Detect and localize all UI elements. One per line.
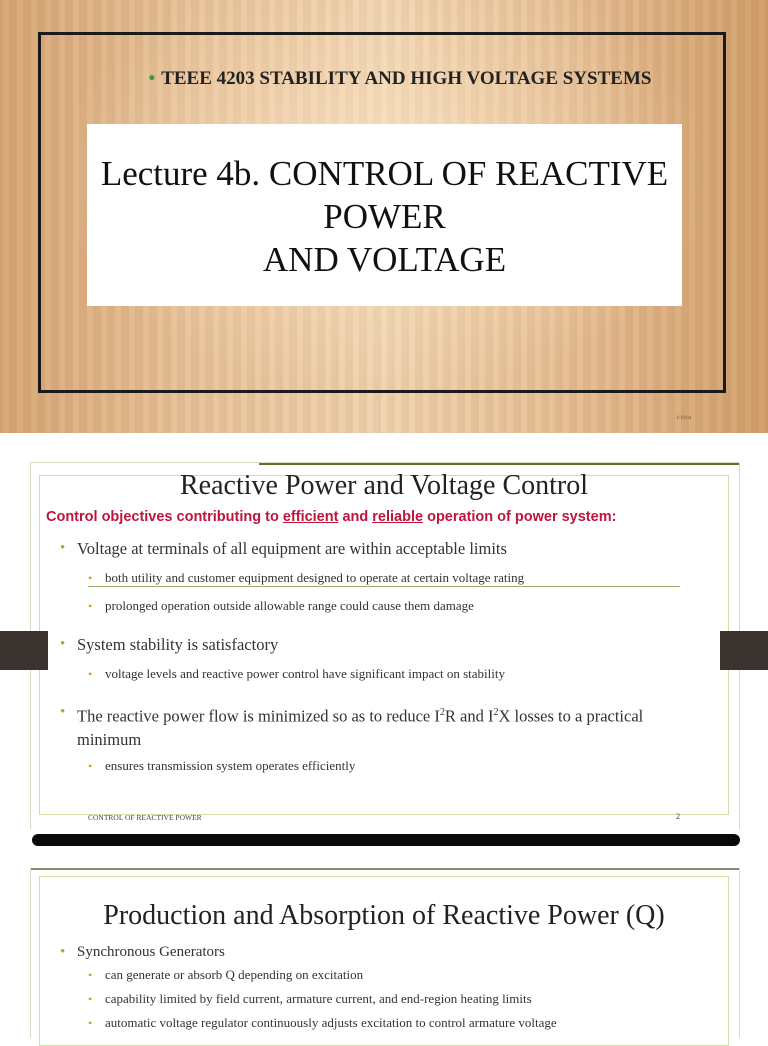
slide-date: 1/19/n4: [676, 416, 692, 421]
text-part: R and I: [444, 706, 494, 726]
lecture-title-line2: POWER: [323, 197, 446, 236]
slide-2-subtitle: [46, 509, 616, 525]
bullet-text: [77, 701, 657, 751]
slide-top-rule: [31, 868, 739, 870]
sub-bullet-text: automatic voltage regulator continuously adjusts excitation to control armature voltage: [105, 1015, 557, 1030]
lecture-title-box: [87, 124, 682, 306]
sub-bullet-icon: •: [88, 599, 93, 613]
left-side-block: [0, 631, 48, 670]
superscript: 2: [439, 707, 445, 718]
subtitle-reliable: reliable: [372, 509, 424, 525]
bullet-text: Synchronous Generators: [77, 944, 225, 960]
subtitle-text: operation of power system:: [423, 509, 617, 525]
course-title: TEEE 4203 STABILITY AND HIGH VOLTAGE SYSTEMS: [161, 68, 652, 89]
sub-bullet-icon: •: [88, 992, 93, 1006]
bullet-icon: •: [60, 636, 66, 652]
sub-bullet-text: voltage levels and reactive power control have significant impact on stability: [105, 666, 505, 681]
sub-bullet-text: capability limited by field current, armature current, and end-region heating limits: [105, 991, 532, 1006]
page-number: 2: [676, 812, 680, 821]
bullet-text: System stability is satisfactory: [77, 635, 279, 654]
bullet-text: Voltage at terminals of all equipment are within acceptable limits: [77, 539, 507, 558]
subtitle-efficient: efficient: [282, 509, 339, 525]
subtitle-text: Control objectives contributing to: [46, 509, 283, 525]
slide-separator: [32, 834, 740, 846]
superscript: 2: [493, 707, 499, 718]
sub-bullet-text: both utility and customer equipment designed to operate at certain voltage rating: [105, 570, 525, 585]
sub-bullet-text: can generate or absorb Q depending on excitation: [105, 967, 364, 982]
bullet-icon: •: [60, 540, 66, 556]
text-part: The reactive power flow is minimized so as to reduce I: [77, 706, 440, 726]
lecture-title-line3: AND VOLTAGE: [262, 240, 507, 279]
subtitle-text: and: [338, 509, 373, 525]
bullet-icon: •: [60, 944, 66, 960]
sub-bullet-icon: •: [88, 968, 93, 982]
slide-3-title: Production and Absorption of Reactive Power (Q): [103, 900, 665, 931]
sub-bullet-icon: •: [88, 1016, 93, 1030]
sub-bullet-icon: •: [88, 571, 93, 585]
bullet-icon: •: [60, 704, 66, 720]
sub-bullet-icon: •: [88, 759, 93, 773]
sub-bullet-text: ensures transmission system operates efficiently: [105, 758, 356, 773]
lecture-title-line1: Lecture 4b. CONTROL OF REACTIVE: [100, 154, 669, 193]
right-side-block: [720, 631, 768, 670]
sub-bullet-icon: •: [88, 667, 93, 681]
course-heading: [100, 66, 700, 91]
sub-bullet-text: prolonged operation outside allowable range could cause them damage: [105, 598, 474, 613]
bullet-icon: •: [148, 68, 156, 89]
slide-2-title: Reactive Power and Voltage Control: [180, 470, 588, 501]
slide-top-rule: [259, 463, 739, 465]
text-part: X losses to a practical minimum: [77, 706, 644, 749]
slide-footer: CONTROL OF REACTIVE POWER: [88, 813, 202, 822]
divider-line: [88, 586, 680, 587]
title-slide: [0, 0, 768, 433]
